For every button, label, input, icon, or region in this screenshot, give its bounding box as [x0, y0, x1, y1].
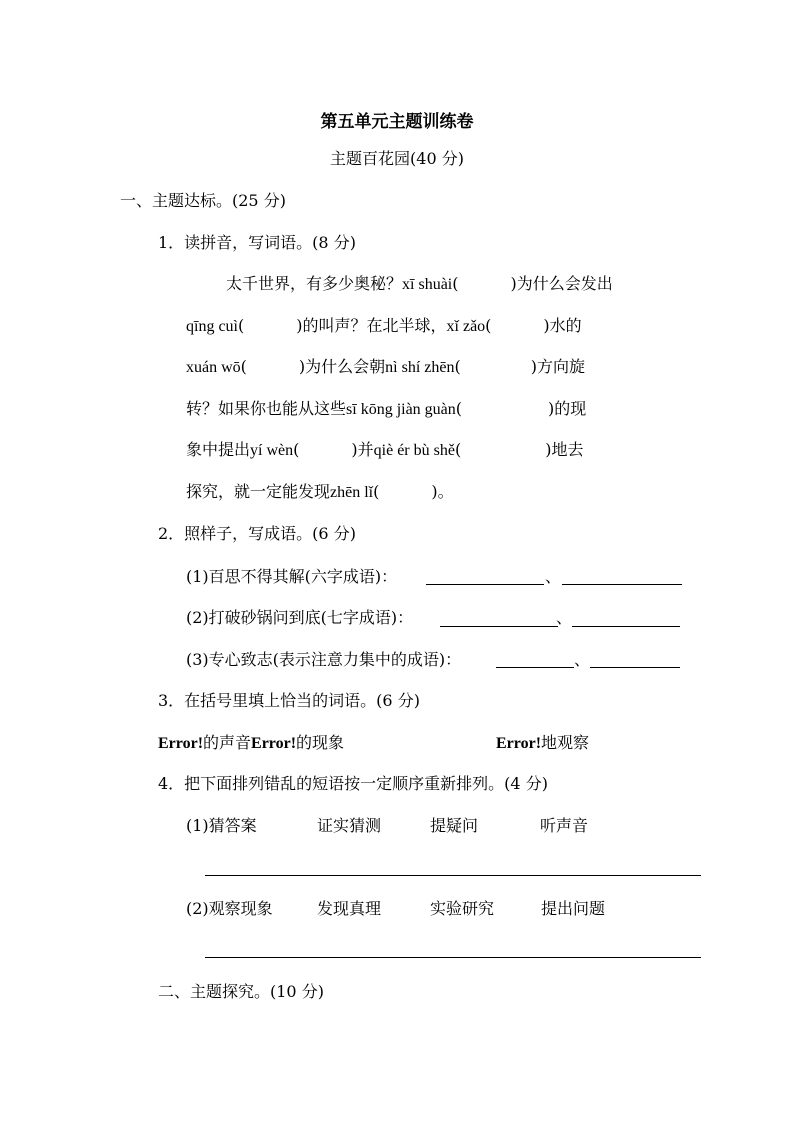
q2-prompt: 2．照样子，写成语。(6 分) — [158, 524, 356, 543]
section2-heading: 二、主题探究。(10 分) — [158, 982, 324, 1001]
separator: 、 — [574, 650, 591, 669]
q4-phrase: (2)观察现象 — [186, 899, 273, 918]
q1-line6: 探究，就一定能发现zhēn lǐ( )。 — [186, 482, 454, 501]
page-title: 第五单元主题训练卷 — [320, 112, 474, 132]
q3-prompt: 3．在括号里填上恰当的词语。(6 分) — [158, 691, 420, 710]
answer-line[interactable] — [426, 584, 544, 585]
q1-line3: xuán wō( )为什么会朝nì shí zhēn( )方向旋 — [186, 357, 586, 376]
q1-line2: qīng cuì( )的叫声？在北半球，xǐ zǎo( )水的 — [186, 316, 582, 335]
q1-text: 水的 — [549, 316, 582, 335]
q4-phrase: 提出问题 — [541, 899, 606, 918]
answer-line[interactable] — [590, 667, 680, 668]
q2-item2: (2)打破砂锅问到底(七字成语)： — [186, 608, 414, 627]
q2-item1: (1)百思不得其解(六字成语)： — [186, 567, 398, 586]
pinyin: xǐ zǎo — [446, 318, 486, 335]
q1-text: 为什么会发出 — [516, 274, 613, 293]
answer-line[interactable] — [440, 626, 558, 627]
q1-text: 地去 — [551, 440, 584, 459]
pinyin: yí wèn — [250, 442, 294, 459]
q1-text: 转？如果你也能从这些 — [186, 399, 347, 418]
q3-part1 — [158, 732, 344, 755]
pinyin: nì shí zhēn — [385, 359, 455, 376]
q1-text: 方向旋 — [537, 357, 586, 376]
separator: 、 — [556, 608, 573, 627]
q1-prompt: 1．读拼音，写词语。(8 分) — [158, 233, 356, 252]
q1-text: 并 — [357, 440, 374, 459]
pinyin: xī shuài — [402, 276, 453, 293]
q3-text: 地观察 — [541, 733, 590, 752]
q1-line1: 太千世界，有多少奥秘？xī shuài( )为什么会发出 — [226, 274, 613, 293]
pinyin: sī kōng jiàn guàn — [346, 401, 456, 418]
q1-text: 太千世界，有多少奥秘？ — [226, 274, 403, 293]
error-text: Error! — [251, 735, 297, 752]
error-text: Error! — [158, 735, 204, 752]
pinyin: xuán wō — [186, 359, 241, 376]
q1-text: 象中提出 — [186, 440, 251, 459]
q1-text: 探究，就一定能发现 — [186, 482, 331, 501]
q1-text: 的现 — [554, 399, 587, 418]
q1-line4: 转？如果你也能从这些sī kōng jiàn guàn( )的现 — [186, 399, 587, 418]
q1-line5: 象中提出yí wèn( )并qiè ér bù shě( )地去 — [186, 440, 584, 459]
q3-text: 的声音 — [203, 733, 252, 752]
answer-line[interactable] — [205, 957, 701, 958]
answer-line[interactable] — [205, 875, 701, 876]
section1-heading: 一、主题达标。(25 分) — [120, 191, 286, 210]
q1-text: 。 — [437, 482, 454, 501]
pinyin: zhēn lǐ — [330, 484, 374, 501]
q4-phrase: (1)猜答案 — [186, 816, 257, 835]
q2-item3: (3)专心致志(表示注意力集中的成语)： — [186, 650, 462, 669]
q4-prompt: 4．把下面排列错乱的短语按一定顺序重新排列。(4 分) — [158, 774, 548, 793]
separator: 、 — [545, 567, 562, 586]
page-subtitle: 主题百花园(40 分) — [330, 149, 464, 168]
pinyin: qīng cuì — [186, 318, 238, 335]
q4-phrase: 听声音 — [540, 816, 589, 835]
answer-line[interactable] — [572, 626, 680, 627]
q4-phrase: 发现真理 — [317, 899, 382, 918]
q3-text: 的现象 — [296, 733, 345, 752]
q3-part3 — [496, 732, 589, 755]
pinyin: qiè ér bù shě — [373, 442, 455, 459]
q4-phrase: 实验研究 — [430, 899, 495, 918]
error-text: Error! — [496, 735, 542, 752]
answer-line[interactable] — [496, 667, 574, 668]
q4-phrase: 证实猜测 — [317, 816, 382, 835]
q4-phrase: 提疑问 — [430, 816, 479, 835]
q1-text: 的叫声？在北半球， — [302, 316, 447, 335]
q1-text: 为什么会朝 — [305, 357, 386, 376]
answer-line[interactable] — [562, 584, 682, 585]
